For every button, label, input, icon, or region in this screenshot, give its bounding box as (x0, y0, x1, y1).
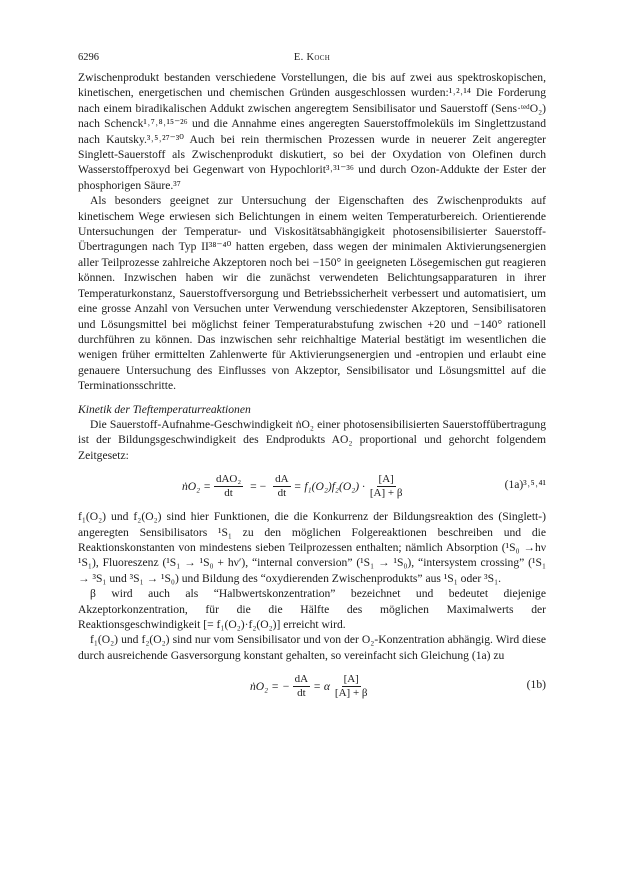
eq1-frac3-numerator: [A] (378, 472, 394, 485)
equation-1a-body (182, 469, 407, 503)
eq2-frac2-numerator: [A] (343, 672, 359, 685)
eq1-frac2-numerator: dA (275, 472, 289, 485)
paragraph-2: Als besonders geeignet zur Untersuchung der Eigenschaften des Zwischenprodukts auf kinetischem Wege erwiesen sich Belichtungen in einem weiten Temperaturbereich. Orientierende Untersuchungen der Temperatur- und Viskositätsabhängigkeit photosensibilisierter Sauerstoff-Übertragungen nach Typ II³⁸⁻⁴⁰ hatten ergeben, dass wegen der minimalen Aktivierungsenergien aller Teilprozesse zahlreiche Akzeptoren noch bei −150° in geeigneten Lösegemischen gut reagieren können. Inzwischen haben wir die zunächst verwendeten Belichtungsapparaturen in ihrer Temperaturkonstanz, Sauerstoffversorgung und Betriebssicherheit verbessert und automatisiert, um eine grosse Anzahl von Versuchen unter Verwendung verschiedenster Akzeptoren, Sensibilisatoren und Lösungsmittel bei möglichst feiner Temperaturabstufung zwischen +20 und −140° rationell durchführen zu können. Das inzwischen sehr reichhaltige Material bestätigt im wesentlichen die wenigen früher ermittelten Zahlenwerte für Aktivierungsenergien und -entropien und erlaubt eine genauere Untersuchung des Einflusses von Akzeptor, Sensibilisator und Lösungsmittel auf die Terminationsschritte. (78, 194, 546, 393)
equation-1a (78, 469, 546, 503)
eq2-frac2-denominator: [A] + β (334, 686, 368, 699)
eq1-frac1-denominator: dt (224, 486, 233, 499)
page (78, 52, 546, 709)
eq2-lhs: ṅO₂ = − (250, 679, 290, 693)
eq1-middle: = − (250, 479, 267, 493)
eq1-fraction-2 (273, 473, 290, 500)
eq1-frac1-numerator: dAO₂ (215, 472, 242, 485)
running-header (78, 52, 546, 70)
eq1-fraction-1 (214, 473, 243, 500)
page-number: 6296 (78, 52, 99, 63)
eq2-fraction-2 (333, 673, 370, 700)
paragraph-5: β wird auch als “Halbwertskonzentration” bezeichnet und bedeutet diejenige Akzeptorkonzentration, für die die Hälfte des möglichen Maximalwerts der Reaktionsgeschwindigkeit [= f₁(O₂)·f₂(O₂)] erreicht wird. (78, 587, 546, 631)
eq1-rhs: = f₁(O₂)f₂(O₂) · (293, 479, 365, 493)
eq1-frac2-denominator: dt (277, 486, 287, 499)
paragraph-1: Zwischenprodukt bestanden verschiedene Vorstellungen, die bis auf zwei aus spektroskopischen, kinetischen, energetischen und chemischen Gründen ausgeschlossen wurden:¹˒²˒¹⁴ Die Forderung nach einem biradikalischen Addukt zwischen angeregtem Sensibilisator und Sauerstoff (Sens·ᵗᵉᵈO₂) nach Schenck¹˒⁷˒⁸˒¹⁵⁻²⁶ und die Annahme eines angeregten Sauerstoffmoleküls im Singlettzustand nach Kautsky.³˒⁵˒²⁷⁻³⁰ Auch bei rein thermischen Prozessen wurde in neuerer Zeit angeregter Singlett-Sauerstoff als Zwischenprodukt diskutiert, so bei der Oxydation von Olefinen durch Wasserstoffperoxyd bei Gegenwart von Hypochlorit³˒³¹⁻³⁶ und durch Ozon-Addukte der Ester der phosphorigen Säure.³⁷ (78, 71, 546, 192)
equation-1b-number: (1b) (526, 678, 546, 692)
equation-1a-number: (1a)³˒⁵˒⁴¹ (504, 478, 546, 492)
paragraph-6: f₁(O₂) und f₂(O₂) sind nur vom Sensibilisator und von der O₂-Konzentration abhängig. Wird diese durch ausreichende Gasversorgung konstant gehalten, so vereinfacht sich Gleichung (1a) zu (78, 633, 546, 662)
running-head-author: E. Koch (293, 52, 331, 63)
eq1-frac3-denominator: [A] + β (369, 486, 403, 499)
eq2-rhs: = α (313, 679, 330, 693)
eq2-frac1-numerator: dA (294, 672, 309, 685)
equation-1b (78, 669, 546, 703)
eq2-frac1-denominator: dt (297, 686, 306, 699)
paragraph-3: Die Sauerstoff-Aufnahme-Geschwindigkeit ṅO₂ einer photosensibilisierten Sauerstoffübertragung ist der Bildungsgeschwindigkeit des Endprodukts AO₂ proportional und gehorcht folgendem Zeitgesetz: (78, 417, 546, 462)
paragraph-4: f₁(O₂) und f₂(O₂) sind hier Funktionen, die die Konkurrenz der Bildungsreaktion des (Singlett-) angeregten Sensibilisators ¹S₁ zu den möglichen Folgereaktionen beschreiben und die Reaktionskonstanten von mindestens sieben Teilprozessen enthalten; nämlich Absorption (¹S₀ →hν ¹S₁), Fluoreszenz (¹S₁ → ¹S₀ + hν′), “internal conversion” (¹S₁ → ¹S₀), “intersystem crossing” (¹S₁ → ³S₁ und ³S₁ → ¹S₀) und Bildung des “oxydierenden Zwischenprodukts” aus ¹S₁ oder ³S₁. (78, 510, 546, 585)
section-heading: Kinetik der Tieftemperaturreaktionen (78, 402, 251, 416)
eq2-fraction-1 (293, 673, 310, 700)
eq1-lhs: ṅO₂ = (182, 479, 211, 493)
equation-1b-body (250, 669, 373, 703)
eq1-fraction-3 (368, 473, 405, 500)
